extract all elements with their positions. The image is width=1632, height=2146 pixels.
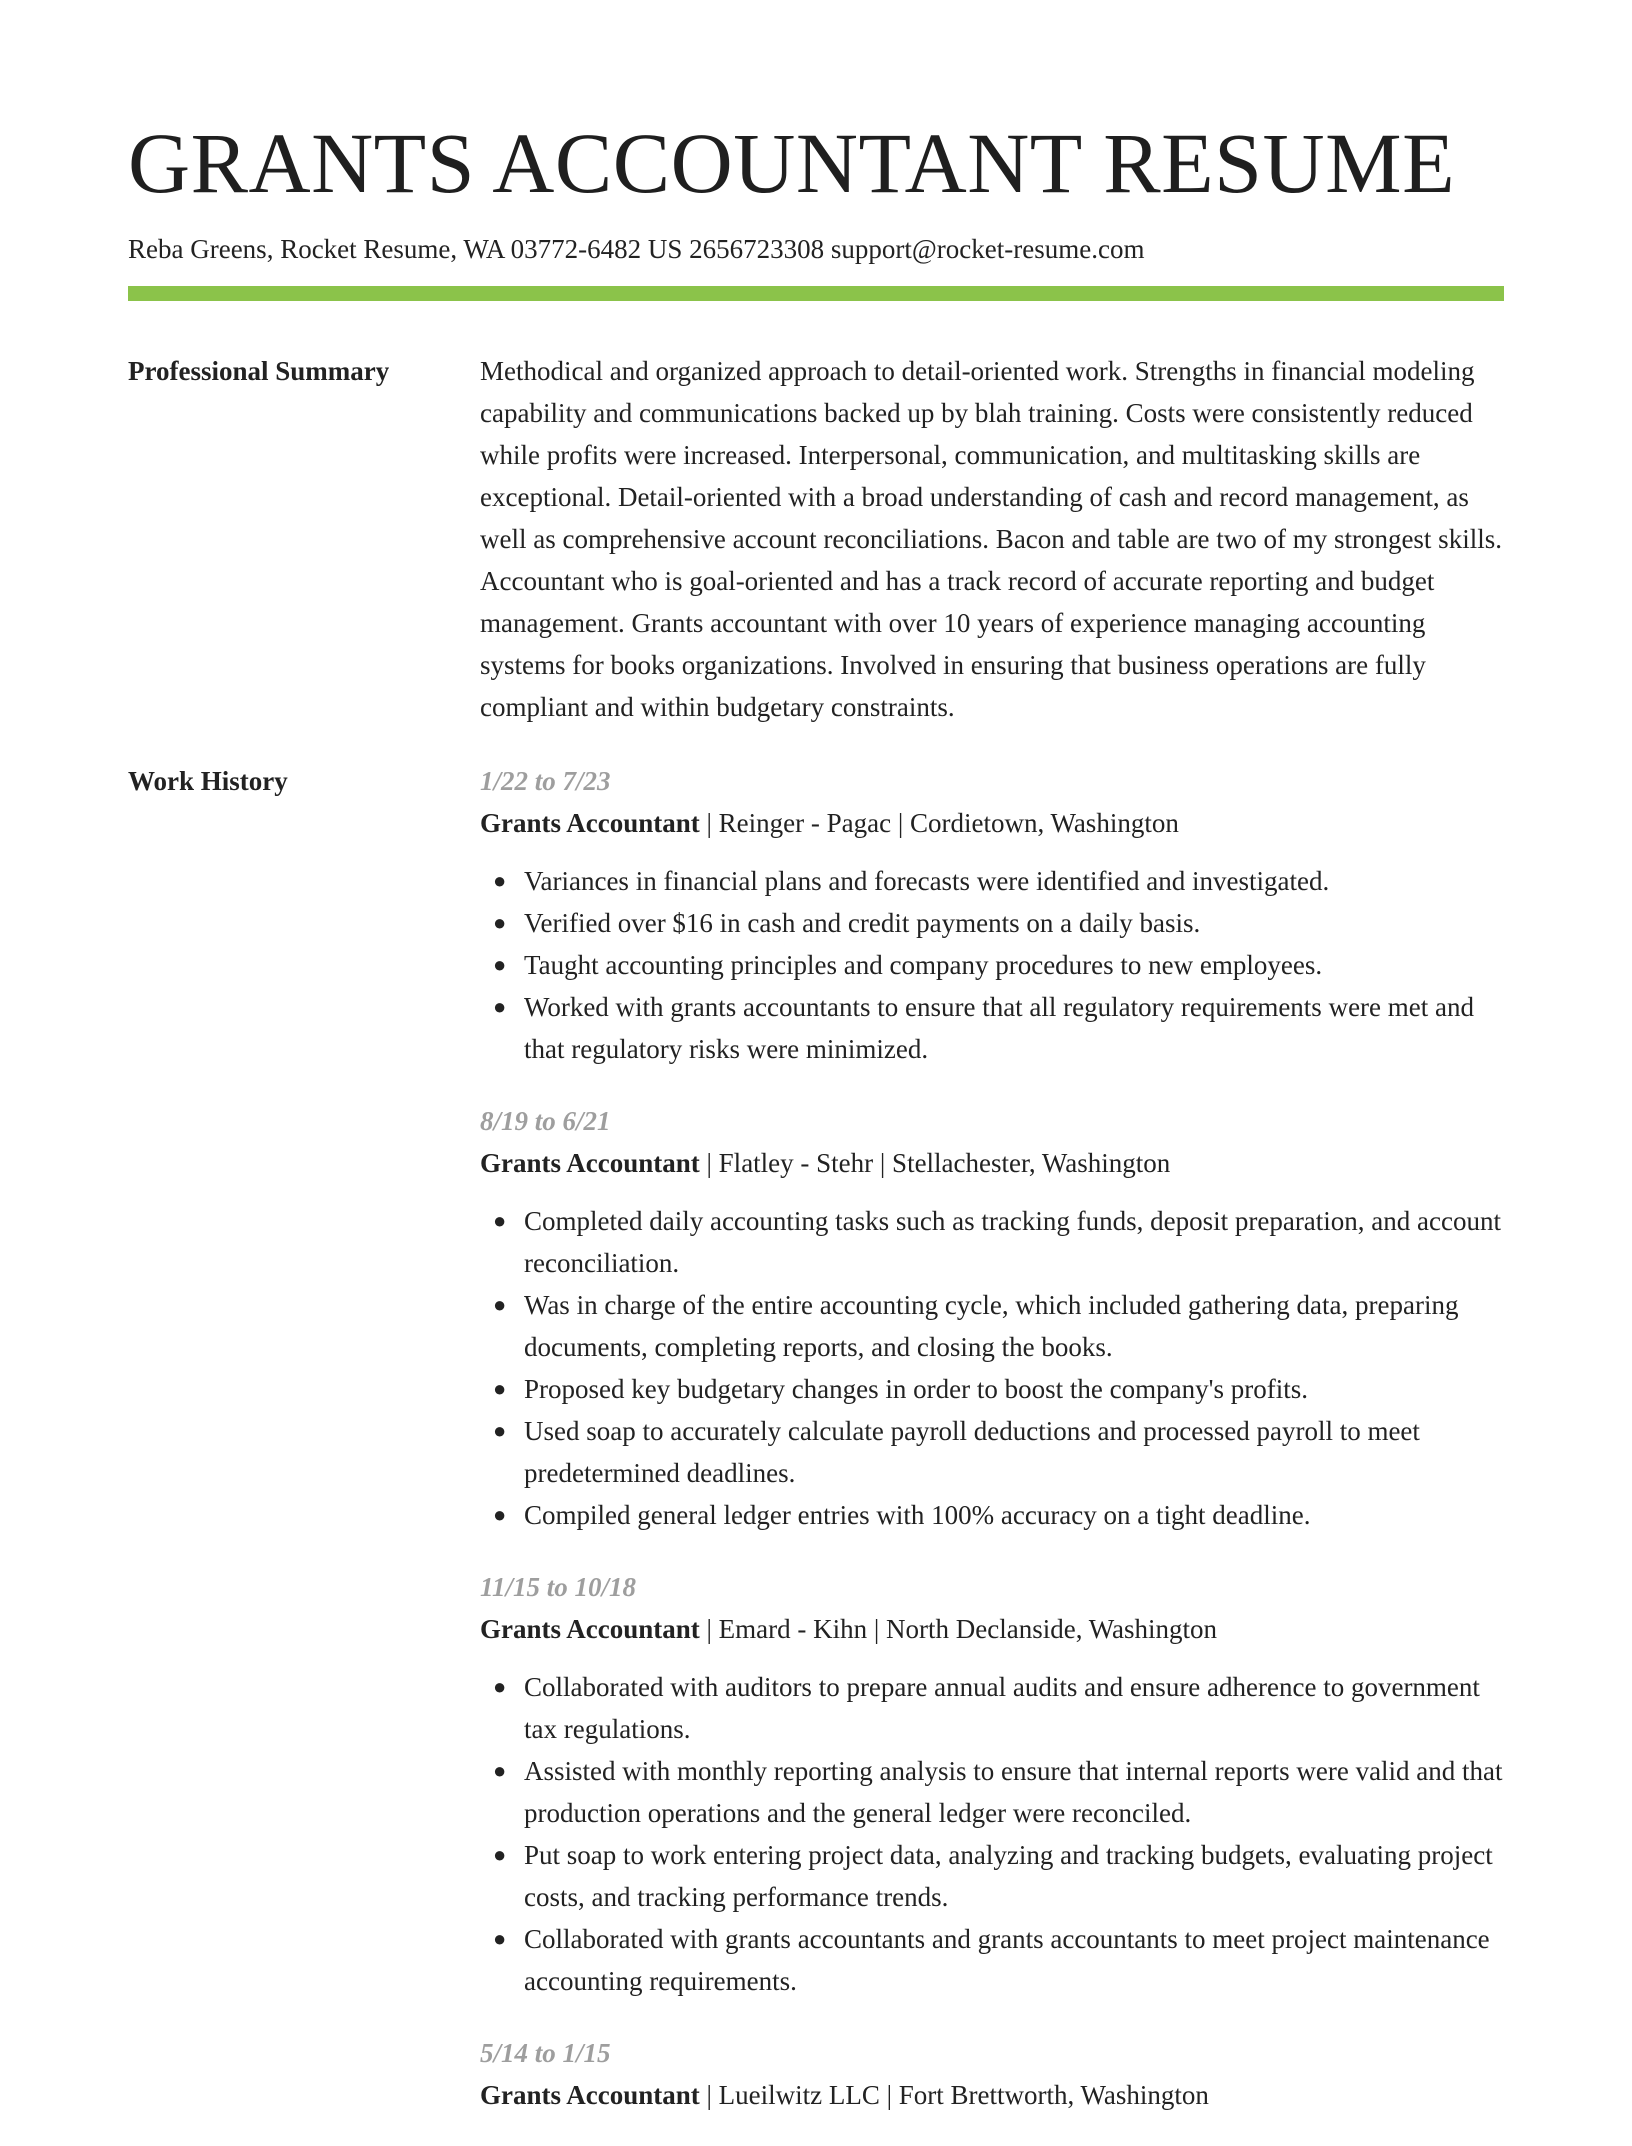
job-bullet-text: Compiled general ledger entries with 100% accuracy on a tight deadline. [524, 1500, 1311, 1530]
job-heading [480, 2074, 1504, 2116]
job-bullet-text: Proposed key budgetary changes in order to boost the company's profits. [524, 1374, 1308, 1404]
job-bullet-list [480, 1200, 1504, 1536]
job-bullet [493, 860, 1504, 902]
job-title: Grants Accountant [480, 2080, 700, 2110]
job-dates: 1/22 to 7/23 [480, 766, 611, 796]
bullet-icon: ● [493, 1418, 507, 1443]
work-history-heading: Work History [128, 766, 288, 796]
bullet-icon: ● [493, 1842, 507, 1867]
summary-body [480, 350, 1504, 728]
job-bullet-text: Taught accounting principles and company procedures to new employees. [524, 950, 1323, 980]
job-heading [480, 1142, 1504, 1184]
job-details: | Flatley - Stehr | Stellachester, Washington [699, 1148, 1171, 1178]
job-bullet-list [480, 860, 1504, 1070]
job-bullet [493, 1834, 1504, 1918]
bullet-icon: ● [493, 952, 507, 977]
bullet-icon: ● [493, 1502, 507, 1527]
job-bullet [493, 986, 1504, 1070]
job-bullet-text: Put soap to work entering project data, analyzing and tracking budgets, evaluating project costs, and tracking performance trends. [524, 1840, 1493, 1912]
job-bullet [493, 944, 1504, 986]
job-entry [480, 1566, 1504, 2002]
job-entry [480, 1100, 1504, 1536]
bullet-icon: ● [493, 1208, 507, 1233]
job-bullet-text: Worked with grants accountants to ensure that all regulatory requirements were met and that regulatory risks were minimized. [524, 992, 1474, 1064]
job-dates: 8/19 to 6/21 [480, 1106, 611, 1136]
job-bullet [493, 1200, 1504, 1284]
job-heading [480, 802, 1504, 844]
work-history-body [480, 760, 1504, 2146]
header-divider [128, 286, 1504, 301]
job-bullet [493, 1666, 1504, 1750]
job-entry [480, 760, 1504, 1070]
job-bullet [493, 1284, 1504, 1368]
bullet-icon: ● [493, 868, 507, 893]
job-bullet-text: Used soap to accurately calculate payroll deductions and processed payroll to meet predetermined deadlines. [524, 1416, 1420, 1488]
summary-heading: Professional Summary [128, 356, 390, 386]
job-bullet-text: Variances in financial plans and forecasts were identified and investigated. [524, 866, 1330, 896]
job-bullet [493, 902, 1504, 944]
contact-line: Reba Greens, Rocket Resume, WA 03772-6482 US 2656723308 support@rocket-resume.com [128, 234, 1145, 264]
job-details: | Reinger - Pagac | Cordietown, Washington [699, 808, 1179, 838]
resume-title: GRANTS ACCOUNTANT RESUME [128, 115, 1456, 211]
job-bullet [493, 1410, 1504, 1494]
bullet-icon: ● [493, 1292, 507, 1317]
bullet-icon: ● [493, 1674, 507, 1699]
job-details: | Emard - Kihn | North Declanside, Washington [699, 1614, 1218, 1644]
job-bullet [493, 1918, 1504, 2002]
job-bullet-text: Was in charge of the entire accounting cycle, which included gathering data, preparing documents, completing reports, and closing the books. [524, 1290, 1459, 1362]
job-bullet-text: Collaborated with auditors to prepare annual audits and ensure adherence to government tax regulations. [524, 1672, 1480, 1744]
bullet-icon: ● [493, 1376, 507, 1401]
job-bullet-text: Assisted with monthly reporting analysis to ensure that internal reports were valid and that production operations and the general ledger were reconciled. [524, 1756, 1503, 1828]
job-bullet [493, 1368, 1504, 1410]
job-entry [480, 2032, 1504, 2116]
job-bullet-text: Verified over $16 in cash and credit payments on a daily basis. [524, 908, 1201, 938]
job-heading [480, 1608, 1504, 1650]
job-title: Grants Accountant [480, 808, 700, 838]
bullet-icon: ● [493, 994, 507, 1019]
bullet-icon: ● [493, 1758, 507, 1783]
bullet-icon: ● [493, 910, 507, 935]
job-bullet [493, 1750, 1504, 1834]
job-dates: 11/15 to 10/18 [480, 1572, 637, 1602]
job-bullet-text: Collaborated with grants accountants and grants accountants to meet project maintenance accounting requirements. [524, 1924, 1490, 1996]
summary-paragraph: Methodical and organized approach to detail-oriented work. Strengths in financial modeling capability and communications backed up by blah training. Costs were consistently reduced while profits were increased. Interpersonal, communication, and multitasking skills are exceptional. Detail-oriented with a broad understanding of cash and record management, as well as comprehensive account reconciliations. Bacon and table are two of my strongest skills. Accountant who is goal-oriented and has a track record of accurate reporting and budget management. Grants accountant with over 10 years of experience managing accounting systems for books organizations. Involved in ensuring that business operations are fully compliant and within budgetary constraints. [480, 356, 1502, 722]
job-dates: 5/14 to 1/15 [480, 2038, 611, 2068]
job-title: Grants Accountant [480, 1148, 700, 1178]
job-bullet-list [480, 1666, 1504, 2002]
job-details: | Lueilwitz LLC | Fort Brettworth, Washington [699, 2080, 1209, 2110]
bullet-icon: ● [493, 1926, 507, 1951]
job-bullet [493, 1494, 1504, 1536]
job-bullet-text: Completed daily accounting tasks such as tracking funds, deposit preparation, and account reconciliation. [524, 1206, 1501, 1278]
job-title: Grants Accountant [480, 1614, 700, 1644]
